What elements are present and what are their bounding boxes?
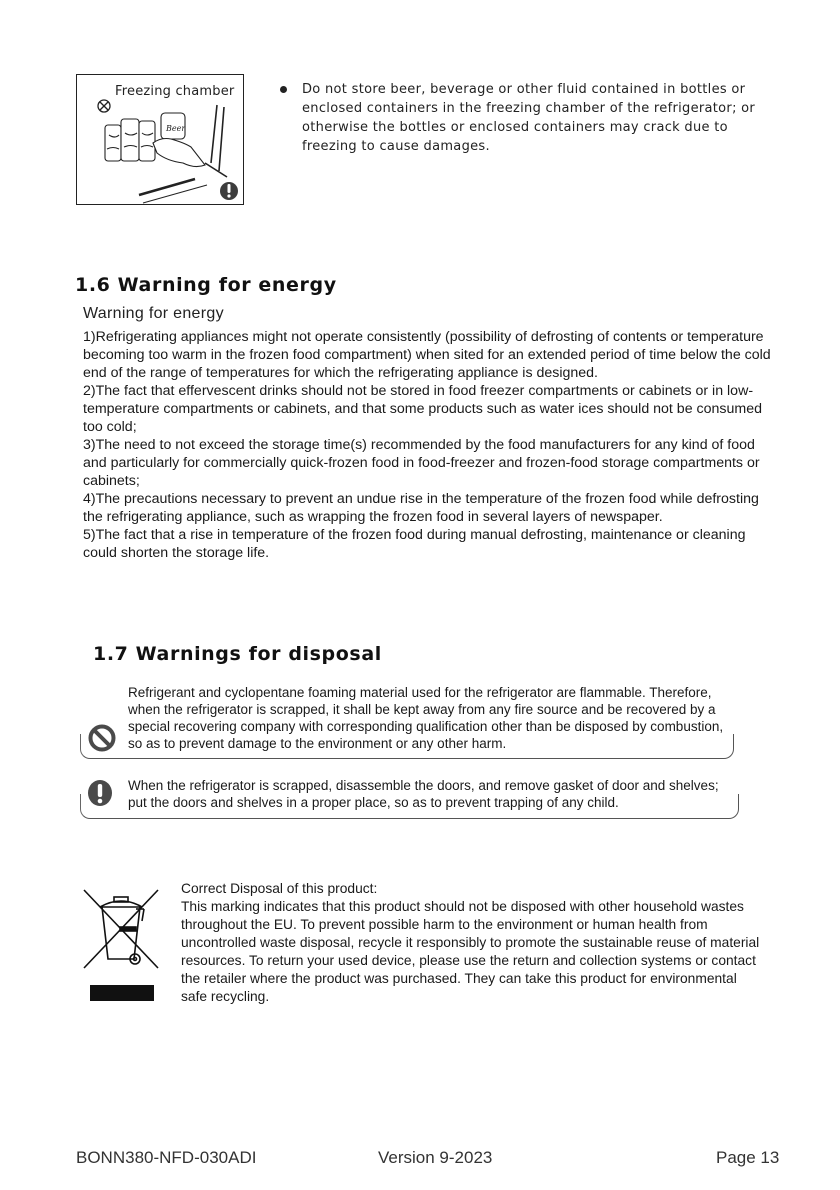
flammable-warning-text: Refrigerant and cyclopentane foaming material used for the refrigerator are flammable. Therefore, when the refrigerator is scrapped, it shall be kept away from any fire source and be recovered by a special recovering company with corresponding qualification other than be disposed by combustion, so as to prevent damage to the environment or any other harm. (128, 685, 724, 751)
bullet-text: Do not store beer, beverage or other fluid contained in bottles or enclosed containers in the freezing chamber of the refrigerator; or otherwise the bottles or enclosed containers may crack due to freezing to cause damages. (302, 82, 756, 154)
weee-disposal-info (181, 880, 761, 1006)
prohibited-x-icon (98, 100, 110, 112)
energy-item: 3)The need to not exceed the storage time(s) recommended by the food manufacturers for any kind of food and particularly for commercially quick-frozen food in food-freezer and frozen-food storage compartments or cabinets; (83, 437, 760, 489)
section-heading-disposal: 1.7 Warnings for disposal (93, 643, 382, 665)
weee-body: This marking indicates that this product should not be disposed with other household wastes throughout the EU. To prevent possible harm to the environment or human health from uncontrolled waste disposal, recycle it responsibly to promote the sustainable reuse of material resources. To return your used device, please use the return and collection systems or contact the retailer where the product was purchased. They can take this product for environmental safe recycling. (181, 899, 760, 1004)
energy-item: 1)Refrigerating appliances might not operate consistently (possibility of defrosting of contents or temperature becoming too warm in the frozen food compartment) when sited for an extended period of time below the cold end of the range of temperatures for which the refrigerating appliance is designed. (83, 329, 771, 381)
bullet-icon (280, 86, 287, 93)
exclamation-icon (220, 182, 238, 200)
figure-label: Freezing chamber (115, 84, 235, 99)
footer-version: Version 9-2023 (378, 1148, 493, 1167)
energy-item: 2)The fact that effervescent drinks should not be stored in food freezer compartments or cabinets or in low-temperature compartments or cabinets, and that some products such as water ices should not be consumed too cold; (83, 383, 762, 435)
child-trap-warning-text: When the refrigerator is scrapped, disassemble the doors, and remove gasket of door and shelves; put the doors and shelves in a proper place, so as to prevent trapping of any child. (128, 778, 719, 810)
crossed-out-wheelie-bin-icon (80, 885, 162, 1005)
energy-warning-list (83, 328, 773, 562)
energy-item: 5)The fact that a rise in temperature of the frozen food during manual defrosting, maintenance or cleaning could shorten the storage life. (83, 527, 746, 561)
beer-can-label: Beer (166, 124, 186, 133)
weee-title: Correct Disposal of this product: (181, 881, 378, 896)
energy-subtitle: Warning for energy (83, 305, 224, 322)
beer-storage-warning (280, 80, 760, 156)
prohibited-icon (87, 723, 117, 753)
section-heading-energy: 1.6 Warning for energy (75, 274, 337, 296)
freezing-chamber-illustration (76, 74, 244, 205)
footer-model-number: BONN380-NFD-030ADI (76, 1148, 257, 1167)
exclamation-icon (86, 779, 114, 807)
footer-page-number: Page 13 (716, 1148, 780, 1167)
energy-item: 4)The precautions necessary to prevent an undue rise in the temperature of the frozen food while defrosting the refrigerating appliance, such as wrapping the frozen food in several layers of newspaper. (83, 491, 759, 525)
